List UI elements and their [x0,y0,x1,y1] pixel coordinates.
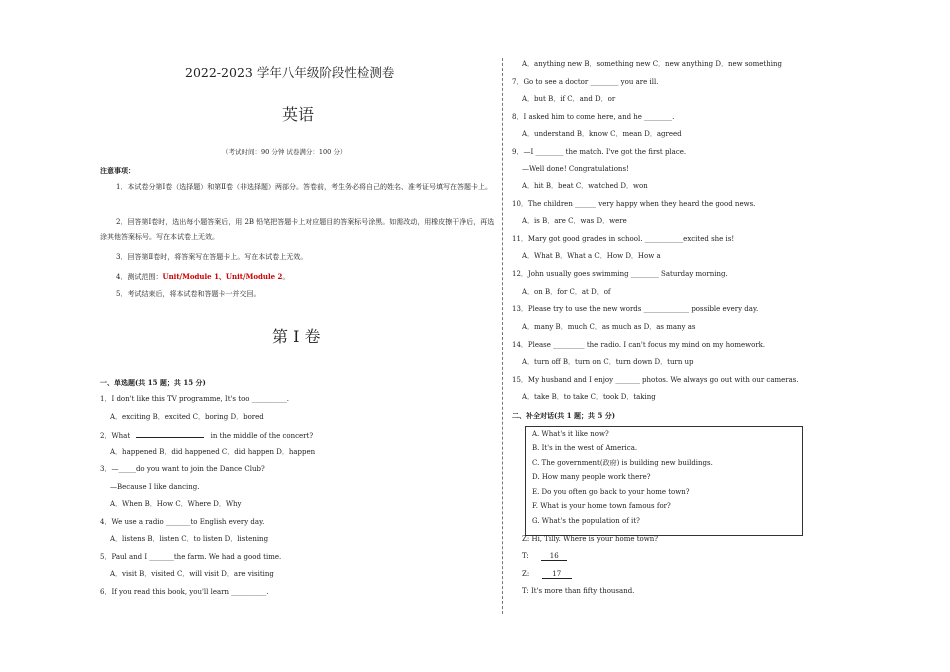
options-8: A．understand B．know C．mean D．agreed [522,130,682,138]
exam-title: 2022-2023 学年八年级阶段性检测卷 [185,65,395,80]
options-12: A．on B．for C．at D．of [522,288,611,296]
options-9: A．hit B．beat C．watched D．won [522,182,648,190]
dialogue-option-f: F. What is your home town famous for? [532,502,671,510]
speaker: T: [522,587,529,595]
speaker: Z: [522,535,530,543]
volume-title: 第 Ⅰ 卷 [272,327,321,346]
dialogue-text: Hi, Tilly. Where is your home town? [531,535,658,543]
question-1: 1．I don't like this TV programme, It's too __________. [100,395,289,403]
subject-title: 英语 [282,105,315,124]
options-15: A．take B．to take C．took D．taking [522,393,656,401]
options-14: A．turn off B．turn on C．turn down D．turn up [522,358,694,366]
dialogue-option-g: G. What's the population of it? [532,517,640,525]
dialogue-line-1 [522,535,658,544]
options-3: A．When B．How C．Where D．Why [110,500,242,508]
note-3: 3．回答第Ⅱ卷时，将答案写在答题卡上。写在本试卷上无效。 [116,253,308,261]
note-2: 2．回答第Ⅰ卷时，选出每小题答案后，用 2B 铅笔把答题卡上对应题目的答案标号涂黑。如需改动，用橡皮擦干净后，再选涂其他答案标号。写在本试卷上无效。 [100,218,495,241]
question-3: 3．—_____do you want to join the Dance Club? [100,465,265,473]
question-11: 11．Mary got good grades in school. ___________excited she is! [512,235,735,243]
blank-16[interactable] [541,552,567,561]
options-11: A．What B．What a C．How D．How a [522,252,661,260]
blank-number: 17 [552,570,562,578]
dialogue-option-c: C. The government(政府) is building new buildings. [532,459,713,467]
question-2-b: in the middle of the concert? [210,432,314,440]
dialogue-option-a: A. What's it like now? [532,430,609,438]
dialogue-text: It's more than fifty thousand. [531,587,635,595]
dialogue-line-3 [522,570,572,579]
speaker: T: [522,552,529,560]
question-9-reply: —Well done! Congratulations! [522,165,629,173]
options-6: A．anything new B．something new C．new anything D．new something [522,60,782,68]
question-13: 13．Please try to use the new words _____________ possible every day. [512,305,759,313]
options-2: A．happened B．did happened C．did happen D．happen [110,448,316,456]
blank-17[interactable] [542,570,572,579]
options-4: A．listens B．listen C．to listen D．listening [110,535,269,543]
question-4: 4．We use a radio _______to English every day. [100,518,265,526]
exam-info: （考试时间：90 分钟 试卷满分：100 分） [222,148,347,156]
question-9: 9．—I ________ the match. I've got the first place. [512,148,687,156]
question-6: 6．If you read this book, you'll learn __________. [100,588,269,596]
options-10: A．is B．are C．was D．were [522,217,627,225]
notes-heading: 注意事项： [100,166,135,175]
options-13: A．many B．much C．as much as D．as many as [522,323,696,331]
question-2 [100,430,313,441]
blank-underline [136,430,204,438]
note-5: 5．考试结束后，将本试卷和答题卡一并交回。 [116,290,261,298]
section2-heading: 二、补全对话(共 1 题；共 5 分) [512,411,616,420]
options-1: A．exciting B．excited C．boring D．bored [110,413,264,421]
dialogue-option-b: B. It's in the west of America. [532,444,638,452]
note-4-suffix: 。 [282,273,290,281]
question-7: 7．Go to see a doctor ________ you are ill. [512,78,659,86]
question-3-reply: —Because I like dancing. [110,483,200,491]
speaker: Z: [522,570,530,578]
question-8: 8．I asked him to come here, and he ________. [512,113,675,121]
column-divider [502,58,503,614]
options-7: A．but B．if C．and D．or [522,95,616,103]
dialogue-option-e: E. Do you often go back to your home town? [532,488,690,496]
blank-number: 16 [549,552,559,560]
dialogue-line-2 [522,552,567,561]
dialogue-line-4 [522,587,634,596]
question-2-a: 2．What [100,432,131,440]
note-4-prefix: 4．测试范围： [116,273,163,281]
question-12: 12．John usually goes swimming ________ Saturday morning. [512,270,728,278]
options-5: A．visit B．visited C．will visit D．are visiting [110,570,274,578]
note-4-scope: Unit/Module 1、Unit/Module 2 [162,272,283,281]
question-15: 15．My husband and I enjoy _______ photos. We always go out with our cameras. [512,376,799,384]
question-10: 10．The children ______ very happy when they heard the good news. [512,200,756,208]
section1-heading: 一、单选题(共 15 题；共 15 分) [100,378,206,387]
question-14: 14．Please _________ the radio. I can't focus my mind on my homework. [512,341,766,349]
dialogue-option-d: D. How many people work there? [532,473,651,481]
note-1: 1．本试卷分第Ⅰ卷（选择题）和第Ⅱ卷（非选择题）两部分。答卷前，考生务必将自己的姓名、准考证号填写在答题卡上。 [116,183,492,191]
question-5: 5．Paul and I _______the farm. We had a good time. [100,553,282,561]
note-4 [116,272,289,282]
